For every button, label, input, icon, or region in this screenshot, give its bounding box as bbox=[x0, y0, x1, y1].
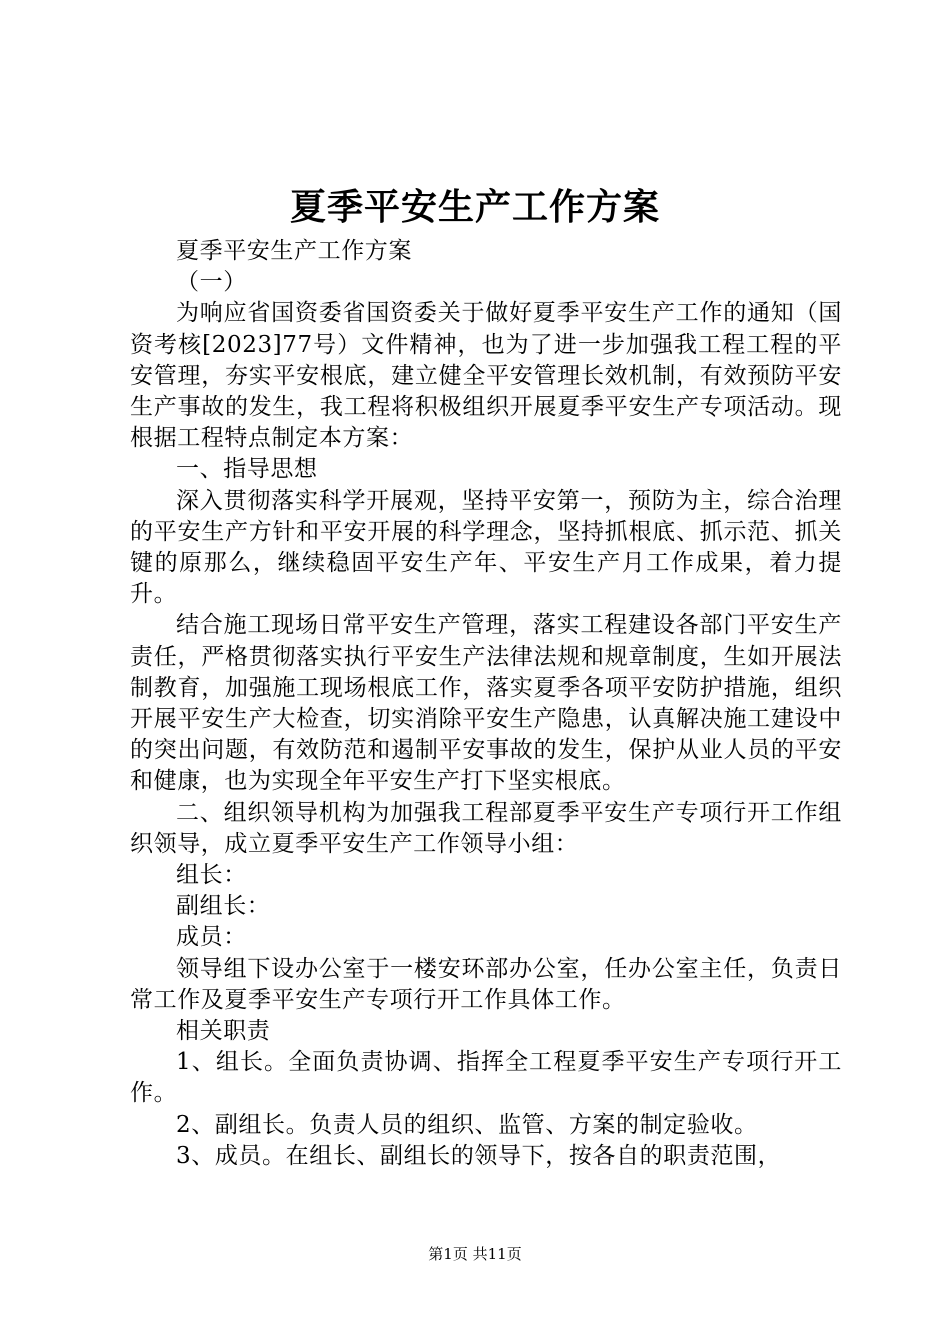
paragraph-site-management: 结合施工现场日常平安生产管理，落实工程建设各部门平安生产责任，严格贯彻落实执行平安生产法律法规和规章制度，生如开展法制教育，加强施工现场根底工作，落实夏季各项平安防护措施，组织开展平安生产大检查，切实消除平安生产隐患，认真解决施工建设中的突出问题，有效防范和遏制平安事故的发生，保护从业人员的平安和健康，也为实现全年平安生产打下坚实根底。 bbox=[130, 612, 842, 795]
paragraph-subtitle: 夏季平安生产工作方案 bbox=[176, 238, 412, 264]
paragraph-intro: 为响应省国资委省国资委关于做好夏季平安生产工作的通知（国资考核[2023]77号）文件精神，也为了进一步加强我工程工程的平安管理，夯实平安根底，建立健全平安管理长效机制，有效预防平安生产事故的发生，我工程将积极组织开展夏季平安生产专项活动。现根据工程特点制定本方案： bbox=[130, 300, 842, 452]
paragraph-office: 领导组下设办公室于一楼安环部办公室，任办公室主任，负责日常工作及夏季平安生产专项行开工作具体工作。 bbox=[130, 955, 842, 1013]
field-members: 成员： bbox=[176, 924, 247, 951]
document-title: 夏季平安生产工作方案 bbox=[289, 187, 660, 228]
paragraph-ideology: 深入贯彻落实科学开展观，坚持平安第一，预防为主，综合治理的平安生产方针和平安开展的科学理念，坚持抓根底、抓示范、抓关键的原那么，继续稳固平安生产年、平安生产月工作成果，着力提升。 bbox=[130, 487, 842, 608]
page-number: 第1页 共11页 bbox=[428, 1245, 522, 1263]
heading-organization: 二、组织领导机构为加强我工程部夏季平安生产专项行开工作组织领导，成立夏季平安生产工作领导小组： bbox=[130, 799, 842, 857]
list-item: 1、组长。全面负责协调、指挥全工程夏季平安生产专项行开工作。 bbox=[130, 1049, 842, 1107]
field-deputy-leader: 副组长： bbox=[176, 893, 271, 920]
paragraph-section-number: （一） bbox=[176, 269, 247, 296]
heading-guiding-ideology: 一、指导思想 bbox=[176, 456, 318, 483]
heading-responsibilities: 相关职责 bbox=[176, 1018, 271, 1045]
list-item: 2、副组长。负责人员的组织、监管、方案的制定验收。 bbox=[176, 1111, 758, 1138]
field-group-leader: 组长： bbox=[176, 862, 247, 889]
list-item: 3、成员。在组长、副组长的领导下，按各自的职责范围， bbox=[176, 1142, 782, 1169]
document-body bbox=[130, 236, 842, 1172]
